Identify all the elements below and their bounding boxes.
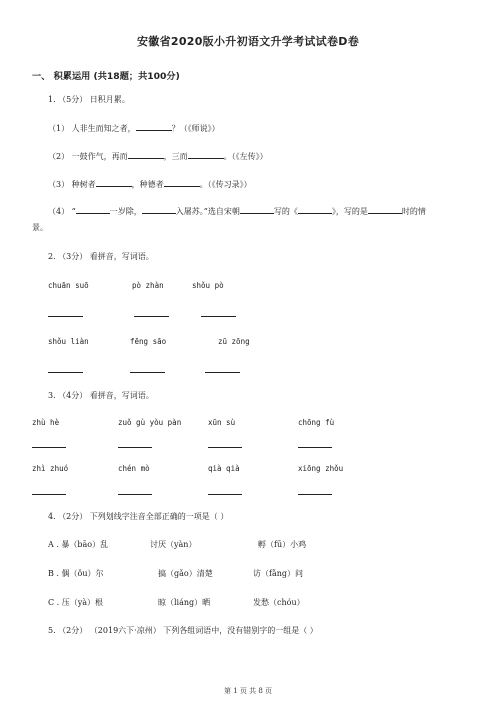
option-c-item1: C . 压（yà）根: [48, 598, 104, 607]
pinyin-prompt: zhù hè: [32, 418, 60, 427]
answer-blank[interactable]: [164, 178, 200, 187]
section-heading: 一、 积累运用 (共18题；共100分): [32, 71, 180, 82]
answer-blank[interactable]: [118, 447, 152, 448]
q1-sub4-text-b: 一岁除，: [109, 207, 142, 216]
answer-blank[interactable]: [32, 447, 66, 448]
pinyin-prompt: shǒu liàn: [48, 337, 89, 346]
answer-blank[interactable]: [205, 372, 240, 373]
answer-blank[interactable]: [208, 494, 242, 495]
q1-sub4-text-e: 》，写的是: [331, 207, 368, 216]
answer-blank[interactable]: [208, 447, 242, 448]
answer-blank[interactable]: [96, 178, 132, 187]
answer-blank[interactable]: [128, 150, 164, 159]
option-a-item2: 讨厌（yàn）: [150, 540, 197, 549]
q1-sub2-text-a: （2） 一鼓作气，再而: [48, 152, 128, 161]
pinyin-prompt: zuǒ gù yòu pàn: [118, 418, 182, 427]
option-c-item3: 发愁（chóu）: [253, 598, 305, 607]
q1-sub1-text-b: ？（《师说》）: [171, 124, 220, 133]
option-b-item3: 访（fǎng）问: [253, 569, 304, 578]
pinyin-prompt: xiōng zhǒu: [298, 464, 344, 473]
answer-blank[interactable]: [32, 494, 66, 495]
q4-option-b[interactable]: [48, 569, 103, 579]
page-title: 安徽省2020版小升初语文升学考试试卷D卷: [136, 35, 360, 48]
answer-blank[interactable]: [298, 447, 332, 448]
answer-blank[interactable]: [142, 205, 176, 214]
option-b-item2: 搞（gǎo）清楚: [158, 569, 213, 578]
option-a-item1: A . 暴（bāo）乱: [48, 540, 109, 549]
answer-blank[interactable]: [298, 205, 332, 214]
answer-blank[interactable]: [48, 372, 83, 373]
answer-blank[interactable]: [240, 205, 274, 214]
q2-heading: 2. （3分） 看拼音，写词语。: [48, 252, 154, 261]
pinyin-prompt: xūn sù: [208, 418, 236, 427]
q1-sub4-wrap: 景。: [32, 223, 48, 232]
q1-sub4-text-a: （4） “: [48, 207, 76, 216]
q1-sub3-text-b: ，种德者: [131, 180, 164, 189]
q1-sub2-text-b: ，三而: [163, 152, 188, 161]
q1-sub1-text-a: （1） 人非生而知之者，: [48, 124, 136, 133]
option-a-item3: 孵（fū）小鸡: [258, 540, 307, 549]
answer-blank[interactable]: [48, 316, 83, 317]
q1-sub3-text-a: （3） 种树者: [48, 180, 96, 189]
q1-sub4-text-d: 写的《: [273, 207, 298, 216]
q4-option-a[interactable]: [48, 540, 108, 550]
pinyin-prompt: zhì zhuó: [32, 464, 69, 473]
pinyin-prompt: chōng fù: [298, 418, 335, 427]
pinyin-prompt: zū zōng: [218, 337, 250, 346]
q1-sub2-text-c: 。（《左传》）: [223, 152, 268, 161]
answer-blank[interactable]: [130, 372, 165, 373]
option-b-item1: B . 偶（ǒu）尔: [48, 569, 104, 578]
q1-sub3-text-c: 。（《传习录》）: [199, 180, 252, 189]
pinyin-prompt: chuān suō: [48, 281, 89, 290]
q1-sub3: [48, 178, 252, 190]
q1-sub4-text-c: 入屠苏。”选自宋朝: [175, 207, 240, 216]
q1-heading: 1. （5分） 日积月累。: [48, 95, 130, 104]
answer-blank[interactable]: [134, 316, 169, 317]
pinyin-prompt: pò zhàn: [132, 281, 164, 290]
q1-sub2: [48, 150, 268, 162]
q1-sub4-text-f: 时的情: [401, 207, 426, 216]
q4-heading: 4. （2分） 下列划线字注音全部正确的一项是（ ）: [48, 512, 229, 521]
q5-heading: 5. （2分） （2019六下·凉州） 下列各组词语中，没有错别字的一组是（ ）: [48, 626, 318, 635]
q1-sub4: [48, 205, 426, 217]
answer-blank[interactable]: [76, 205, 110, 214]
pinyin-prompt: shǒu pò: [192, 281, 224, 290]
pinyin-prompt: qià qià: [208, 464, 240, 473]
option-c-item2: 晾（liáng）晒: [158, 598, 211, 607]
answer-blank[interactable]: [118, 494, 152, 495]
answer-blank[interactable]: [188, 150, 224, 159]
answer-blank[interactable]: [201, 316, 236, 317]
q4-option-c[interactable]: [48, 598, 103, 608]
answer-blank[interactable]: [298, 494, 332, 495]
answer-blank[interactable]: [136, 122, 172, 131]
answer-blank[interactable]: [368, 205, 402, 214]
page-footer: 第 1 页 共 8 页: [223, 687, 273, 695]
q1-sub1: [48, 122, 220, 134]
pinyin-prompt: chén mò: [118, 464, 150, 473]
q3-heading: 3. （4分） 看拼音，写词语。: [48, 391, 154, 400]
pinyin-prompt: fēng sāo: [130, 337, 167, 346]
